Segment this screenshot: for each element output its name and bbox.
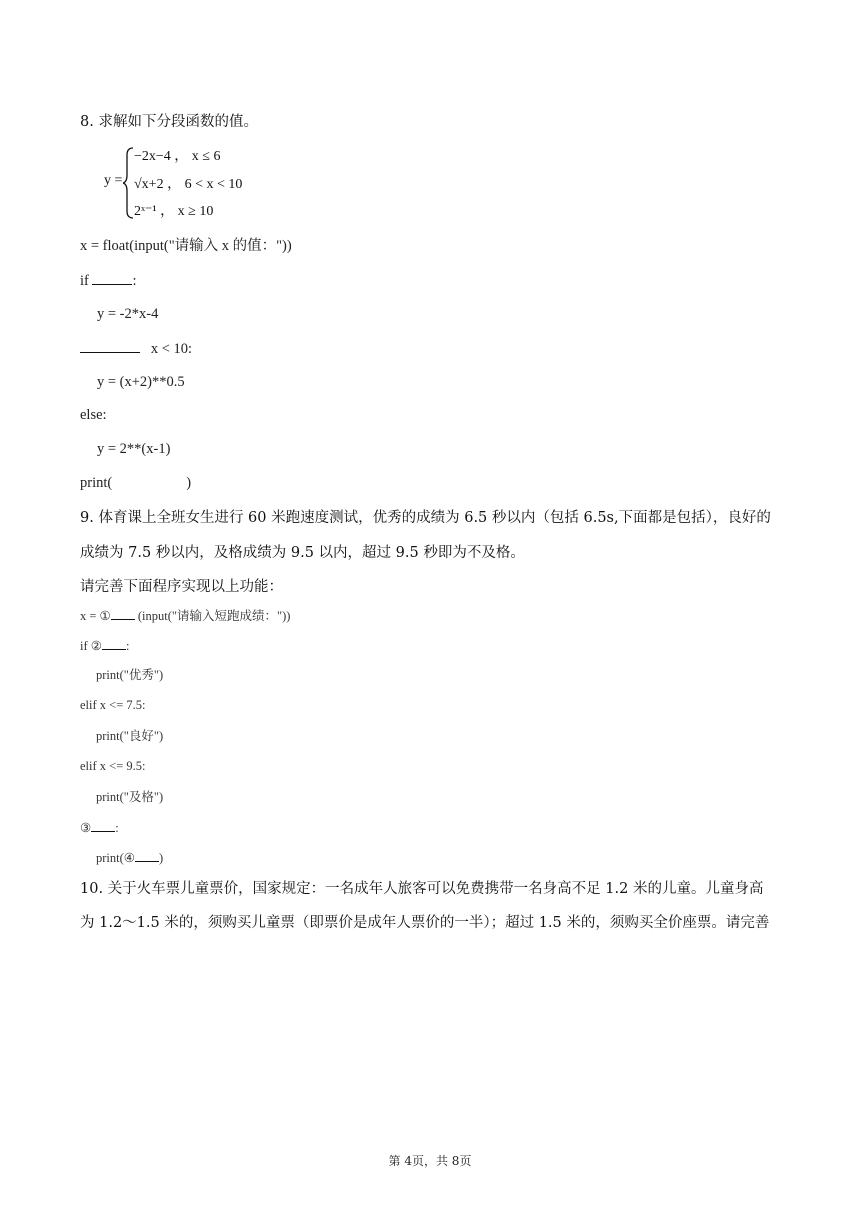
q9-text-line-2: 成绩为 7.5 秒以内，及格成绩为 9.5 以内，超过 9.5 秒即为不及格。 [80,545,525,561]
q8-code-line-1: x = float(input("请输入 x 的值：")) [80,238,292,254]
q8-code-line-6: else: [80,407,107,423]
formula-case-3: 2ˣ⁻¹ ， x ≥ 10 [134,204,214,219]
q9-blank-2-label: if ② [80,639,102,653]
q9-code-line-6: elif x <= 9.5: [80,759,146,773]
q9-code-line-3: print("优秀") [96,668,164,682]
q8-title: 8. 求解如下分段函数的值。 [80,114,258,130]
q9-blank-4-label: print(④ [96,851,135,865]
q9-code-line-9 [96,847,163,868]
q8-elif-condition: x < 10: [150,341,193,357]
q9-text-line-1: 9. 体育课上全班女生进行 60 米跑速度测试，优秀的成绩为 6.5 秒以内（包括 6.5s,下面都是包括），良好的 [80,510,771,526]
q8-print-close: ) [186,475,192,491]
q8-code-line-5: y = (x+2)**0.5 [97,374,185,390]
q9-code-line-1 [80,605,290,626]
formula-case-1: −2x−4 ， x ≤ 6 [134,149,221,164]
q9-blank-4 [135,847,159,862]
q9-colon: : [125,639,130,653]
q8-code-line-3: y = -2*x-4 [97,306,159,322]
q9-blank-2 [102,635,126,650]
q8-code-line-2 [80,270,137,291]
q9-blank-1-label: x = ① [80,609,111,623]
page-footer: 第 4页，共 8页 [388,1154,472,1168]
q9-blank-3-label: ③ [80,821,92,835]
q9-blank-1 [111,605,135,620]
q9-colon-2: : [115,821,119,835]
q8-blank-1 [92,270,132,285]
piecewise-formula [104,143,264,223]
q10-text-line-2: 为 1.2～1.5 米的，须购买儿童票（即票价是成年人票价的一半）；超过 1.5 米的，须购买全价座票。请完善 [80,915,770,931]
q8-code-line-8 [80,473,191,493]
q9-blank-3 [91,817,115,832]
q8-blank-2 [80,338,140,353]
q9-code-line-7: print("及格") [96,790,164,804]
q9-code-line-2 [80,635,129,656]
q8-print-open: print( [80,475,113,491]
q8-code-line-4 [80,338,192,359]
formula-lhs: y = [104,173,123,188]
q9-code-line-8 [80,817,119,838]
q10-text-line-1: 10. 关于火车票儿童票价，国家规定：一名成年人旅客可以免费携带一名身高不足 1.2 米的儿童。儿童身高 [80,881,764,897]
q9-text-line-3: 请完善下面程序实现以上功能： [80,579,283,595]
q8-if-keyword: if [80,273,93,289]
q8-code-line-7: y = 2**(x-1) [97,441,171,457]
q9-code-line-5: print("良好") [96,729,164,743]
q9-input-call: (input("请输入短跑成绩：")) [134,609,291,623]
q9-code-line-4: elif x <= 7.5: [80,698,146,712]
q8-colon: : [132,273,137,289]
formula-case-2: √x+2 ， 6 < x < 10 [134,177,243,192]
q9-print-close: ) [158,851,164,865]
